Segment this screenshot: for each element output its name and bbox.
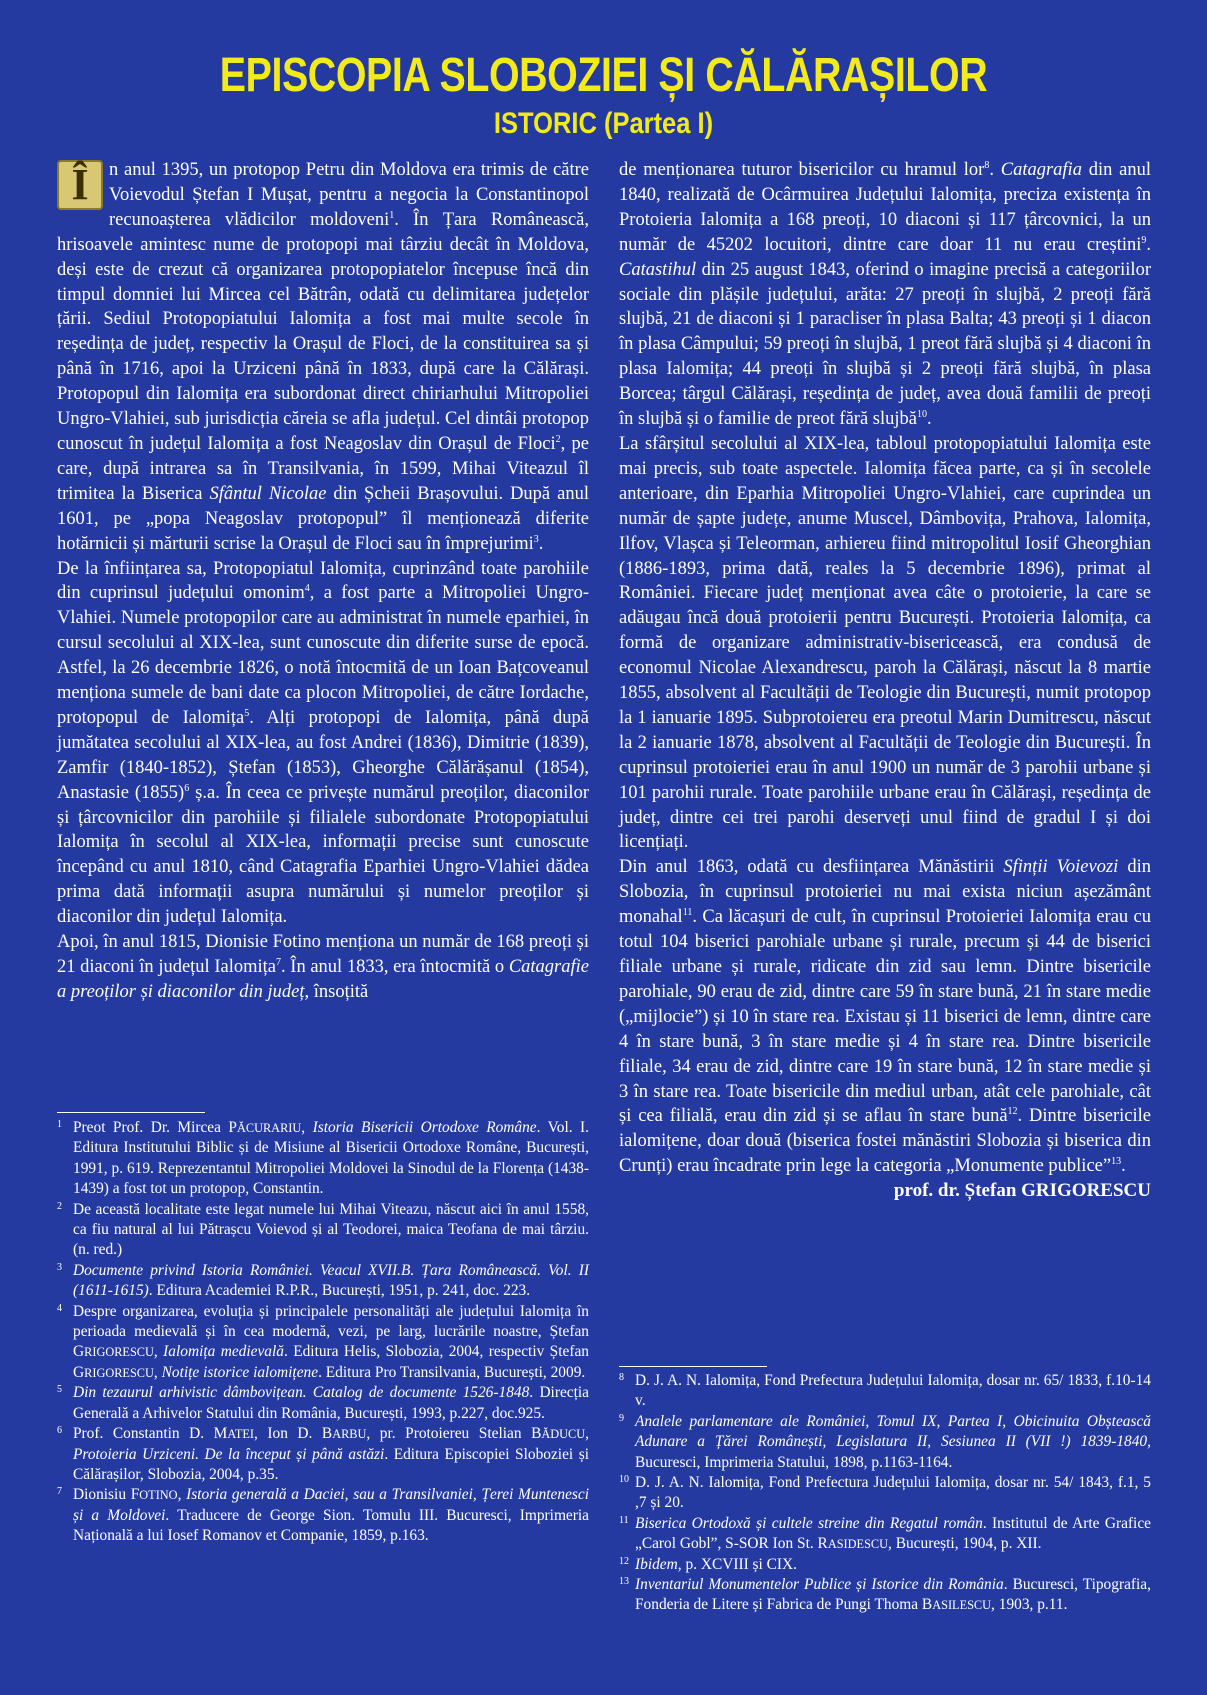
paragraph-3: Apoi, în anul 1815, Dionisie Fotino menționa un număr de 168 preoți și 21 diaconi în județul Ialomița$^7$. În anul 1833, era întocmită o Catagrafie a preoților și diaconilor din județ, însoțită bbox=[57, 932, 589, 1002]
page-subtitle: ISTORIC (Partea I) bbox=[493, 107, 714, 140]
footnote: 4 Despre organizarea, evoluția și principalele personalități ale județului Ialomița în perioada medievală și în cea modernă, vezi, pe larg, lucrările noastre, Ștefan GRIGORESCU, Ialomița medievală. Editura Helis, Slobozia, 2004, respectiv Ștefan GRIGORESCU, Notițe istorice ialomițene. Editura Pro Transilvania, București, 2009. bbox=[57, 1302, 589, 1384]
footnote-number: 5 bbox=[57, 1384, 62, 1396]
footnote-ref: 5 bbox=[244, 707, 250, 719]
footnote-number: 13 bbox=[619, 1576, 629, 1588]
footnote-number: 3 bbox=[57, 1261, 62, 1273]
footnote: 3 Documente privind Istoria României. Veacul XVII.B. Țara Românească. Vol. II (1611-1615). Editura Academiei R.P.R., București, 1951, p. 241, doc. 223. bbox=[57, 1261, 589, 1302]
footnote-ref: 1 bbox=[389, 209, 395, 221]
footnote: 10 D. J. A. N. Ialomița, Fond Prefectura Județului Ialomița, dosar nr. 54/ 1843, f.1, 5 ,7 și 20. bbox=[619, 1473, 1151, 1514]
dropcap-initial: Î bbox=[57, 160, 103, 210]
footnote-ref: 3 bbox=[533, 533, 539, 545]
paragraph-4: de menționarea tuturor bisericilor cu hramul lor$^8$. Catagrafia din anul 1840, realizată de Ocârmuirea Județului Ialomița, preciza existența în Protoieria Ialomița a 168 preoți, 10 diaconi și 117 țârcovnici, la un număr de 45202 locuitori, dintre care doar 11 nu erau creștini$^9$. Catastihul din 25 august 1843, oferind o imagine precisă a categoriilor sociale din plășile județului, arăta: 27 preoți în slujbă, 2 preoți fără slujbă, 21 de diaconi și 1 paracliser în plasa Balta; 43 preoți și 1 diacon în plasa Câmpului; 59 preoți în slujbă, 1 preot fără slujbă și 4 diaconi în plasa Ialomița; 44 preoți în slujbă și 2 preoți fără slujbă, în plasa Borcea; târgul Călărași, reședința de județ, avea două familii de preoți în slujbă și o familie de preot fără slujbă$^{10}$. bbox=[619, 159, 1151, 430]
footnote-number: 9 bbox=[619, 1412, 624, 1424]
footnotes-left bbox=[57, 1118, 589, 1547]
footnote-ref: 4 bbox=[304, 583, 310, 595]
footnote-ref: 11 bbox=[682, 907, 693, 919]
paragraph-6: Din anul 1863, odată cu desființarea Mănăstirii Sfinții Voievozi din Slobozia, în cuprinsul protoieriei nu mai exista niciun așezământ monahal$^{11}$. Ca lăcașuri de cult, în cuprinsul Protoieriei Ialomița erau cu totul 104 biserici parohiale urbane și rurale, precum și 44 de biserici filiale urbane și rurale, ridicate din zid sau lemn. Dintre bisericile parohiale, 90 erau de zid, dintre care 59 în stare bună, 21 în stare medie („mijlocie”) și 10 în stare rea. Existau și 11 biserici de lemn, dintre care 4 în stare bună, 3 în stare medie și 4 în stare rea. Dintre bisericile filiale, 34 erau de zid, dintre care 19 în stare bună, 12 în stare medie și 3 în stare rea. Toate bisericile din mediul urban, atât cele parohiale, cât și cea filială, erau din zid și se aflau în stare bună$^{12}$. Dintre bisericile ialomițene, doar două (biserica fostei mănăstiri Slobozia și biserica din Crunți) erau încadrate prin lege la categoria „Monumente publice”$^{13}$. bbox=[619, 857, 1151, 1177]
footnote-number: 2 bbox=[57, 1200, 62, 1212]
footnote: 9 Analele parlamentare ale României, Tomul IX, Partea I, Obicinuita Obștească Adunare a Țărei Românești, Legislatura II, Sesiunea II (VII !) 1839-1840, Bucuresci, Imprimeria Statului, 1898, p.1163-1164. bbox=[619, 1412, 1151, 1473]
footnote-divider-right bbox=[619, 1366, 767, 1367]
footnote-divider-left bbox=[57, 1112, 205, 1113]
left-column bbox=[57, 158, 589, 1005]
footnote: 13 Inventariul Monumentelor Publice și Istorice din România. Bucuresci, Tipografia, Fonderia de Litere și Fabrica de Pungi Thoma BASILESCU, 1903, p.11. bbox=[619, 1575, 1151, 1616]
footnote-number: 8 bbox=[619, 1372, 624, 1383]
footnote-number: 4 bbox=[57, 1302, 62, 1314]
footnotes-right bbox=[619, 1371, 1151, 1616]
footnote-ref: 8 bbox=[984, 159, 990, 171]
footnote: 6 Prof. Constantin D. MATEI, Ion D. BARBU, pr. Protoiereu Stelian BĂDUCU, Protoieria Urziceni. De la început și până astăzi. Editura Episcopiei Sloboziei și Călărașilor, Slobozia, 2004, p.35. bbox=[57, 1424, 589, 1485]
paragraph-2: De la înființarea sa, Protopopiatul Ialomița, cuprinzând toate parohiile din cuprinsul județului omonim$^4$, a fost parte a Mitropoliei Ungro-Vlahiei. Numele protopopilor care au administrat în numele eparhiei, în cursul secolului al XIX-lea, sunt cunoscute din diferite surse de epocă. Astfel, la 26 decembrie 1826, o notă întocmită de un Ioan Bațcoveanul menționa sumele de bani date ca plocon Mitropoliei, de către Iordache, protopopul de Ialomița$^5$. Alți protopopi de Ialomița, până după jumătatea secolului al XIX-lea, au fost Andrei (1836), Dimitrie (1839), Zamfir (1840-1852), Ștefan (1853), Gheorghe Călărășanul (1854), Anastasie $(1855)^6$ ș.a. În ceea ce privește numărul preoților, diaconilor și țârcovnicilor din parohiile și filialele subordonate Protopopiatului Ialomița în secolul al XIX-lea, informații precise sunt cunoscute începând cu anul 1810, când Catagrafia Eparhiei Ungro-Vlahiei dădea prima dată informații asupra numărului și numelor preoților și diaconilor din județul Ialomița. bbox=[57, 558, 590, 928]
footnote: 1 Preot Prof. Dr. Mircea PĂCURARIU, Istoria Bisericii Ortodoxe Române. Vol. I. Editura Institutului Biblic și de Misiune al Bisericii Ortodoxe Române, București, 1991, p. 619. Reprezentantul Mitropoliei Moldovei la Sinodul de la Florența (1438-1439) a fost tot un protopop, Constantin. bbox=[57, 1118, 589, 1200]
footnote-number: 6 bbox=[57, 1425, 62, 1437]
page-header bbox=[0, 48, 1207, 142]
footnote-ref: 12 bbox=[1007, 1106, 1018, 1118]
paragraph-1: Î n anul 1395, un protopop Petru din Moldova era trimis de către Voievodul Ștefan I Mușat, pentru a negocia la Constantinopol recunoașterea vlădicilor moldoveni$^1$. În Țara Românească, hrisoavele amintesc nume de protopopi mai târziu decât în Moldova, deși este de crezut că organizarea protopopiatelor începuse încă din timpul domniei lui Mircea cel Bătrân, odată cu delimitarea județelor țării. Sediul Protopopiatului Ialomița a fost mai multe secole în reședința de județ, respectiv la Orașul de Floci, de la constituirea sa și până în 1716, apoi la Urziceni până în 1833, după care la Călărași. Protopopul din Ialomița era subordonat direct chiriarhului Mitropoliei Ungro-Vlahiei, sub jurisdicția căreia se afla județul. Cel dintâi protopop cunoscut în județul Ialomița a fost Neagoslav din Orașul de Floci$^2$, pe care, după intrarea sa în Transilvania, în 1599, Mihai Viteazul îl trimitea la Biserica Sfântul Nicolae din Șcheii Brașovului. După anul 1601, pe „popa Neagoslav protopopul” îl menționează diferite hotărnicii și mărturii scrise la Orașul de Floci sau în împrejurimi$^3$. bbox=[57, 160, 590, 554]
page-title: EPISCOPIA SLOBOZIEI ȘI CĂLĂRAȘILOR bbox=[219, 49, 988, 102]
footnote-number: 10 bbox=[619, 1474, 629, 1486]
footnote-ref: 9 bbox=[1141, 234, 1147, 246]
footnote-number: 12 bbox=[619, 1555, 629, 1567]
footnote-ref: 6 bbox=[184, 782, 190, 794]
footnote: 8 D. J. A. N. Ialomița, Fond Prefectura Județului Ialomița, dosar nr. 65/ 1833, f.10-14 v. bbox=[619, 1371, 1151, 1412]
footnote: 2 De această localitate este legat numele lui Mihai Viteazu, născut aici în anul 1558, ca fiu natural al lui Pătrașcu Voievod și al Teodorei, maica Teofana de mai târziu. (n. red.) bbox=[57, 1200, 589, 1261]
footnote: 5 Din tezaurul arhivistic dâmbovițean. Catalog de documente 1526-1848. Direcția Generală a Arhivelor Statului din România, București, 1993, p.227, doc.925. bbox=[57, 1383, 589, 1424]
footnote: 7 Dionisiu FOTINO, Istoria generală a Daciei, sau a Transilvaniei, Țerei Muntenesci și a Moldovei. Traducere de George Sion. Tomulu III. Bucuresci, Imprimeria Națională a lui Iosef Romanov et Companie, 1859, p.163. bbox=[57, 1485, 589, 1546]
footnote: 12 Ibidem, p. XCVIII și CIX. bbox=[619, 1555, 1151, 1575]
paragraph-5: La sfârșitul secolului al XIX-lea, tabloul protopopiatului Ialomița este mai precis, sub toate aspectele. Ialomița făcea parte, ca și în secolele anterioare, din Eparhia Mitropoliei Ungro-Vlahiei, care cuprindea un număr de șapte județe, anume Muscel, Dâmbovița, Prahova, Ialomița, Ilfov, Vlașca și Teleorman, arhiereu fiind mitropolitul Iosif Gheorghian (1886-1893, prima dată, reales la 5 decembrie 1896), primat al României. Fiecare județ menționat avea câte o protoierie, la care se adăugau încă două protoierii pentru București. Protoieria Ialomița, ca formă de organizare administrativ-bisericească, era condusă de economul Nicolae Alexandrescu, paroh la Călărași, născut la 8 martie 1855, absolvent al Facultății de Teologie din București, numit protopop la 1 ianuarie 1895. Subprotoiereu era preotul Marin Dumitrescu, născut la 2 ianuarie 1878, absolvent al Facultății de Teologie din București. În cuprinsul protoieriei erau în anul 1900 un număr de 3 parohii urbane și 101 parohii rurale. Toate parohiile urbane erau în Călărași, reședința de județ, dintre cei trei parohi deserveți unul fiind de gradul I și doi licențiați. bbox=[619, 433, 1151, 853]
footnote-number: 11 bbox=[619, 1514, 629, 1526]
author-signature: prof. dr. Ștefan GRIGORESCU bbox=[893, 1180, 1151, 1202]
footnote-ref: 10 bbox=[916, 408, 927, 420]
footnote-number: 1 bbox=[57, 1119, 62, 1130]
footnote-ref: 2 bbox=[555, 433, 561, 445]
footnote-ref: 7 bbox=[276, 956, 281, 968]
footnote: 11 Biserica Ortodoxă și cultele streine din Regatul român. Institutul de Arte Grafice „Carol Gobl”, S-SOR Ion St. RASIDESCU, București, 1904, p. XII. bbox=[619, 1514, 1151, 1555]
right-column bbox=[619, 158, 1151, 1204]
footnote-ref: 13 bbox=[1111, 1156, 1122, 1168]
footnote-number: 7 bbox=[57, 1486, 62, 1498]
